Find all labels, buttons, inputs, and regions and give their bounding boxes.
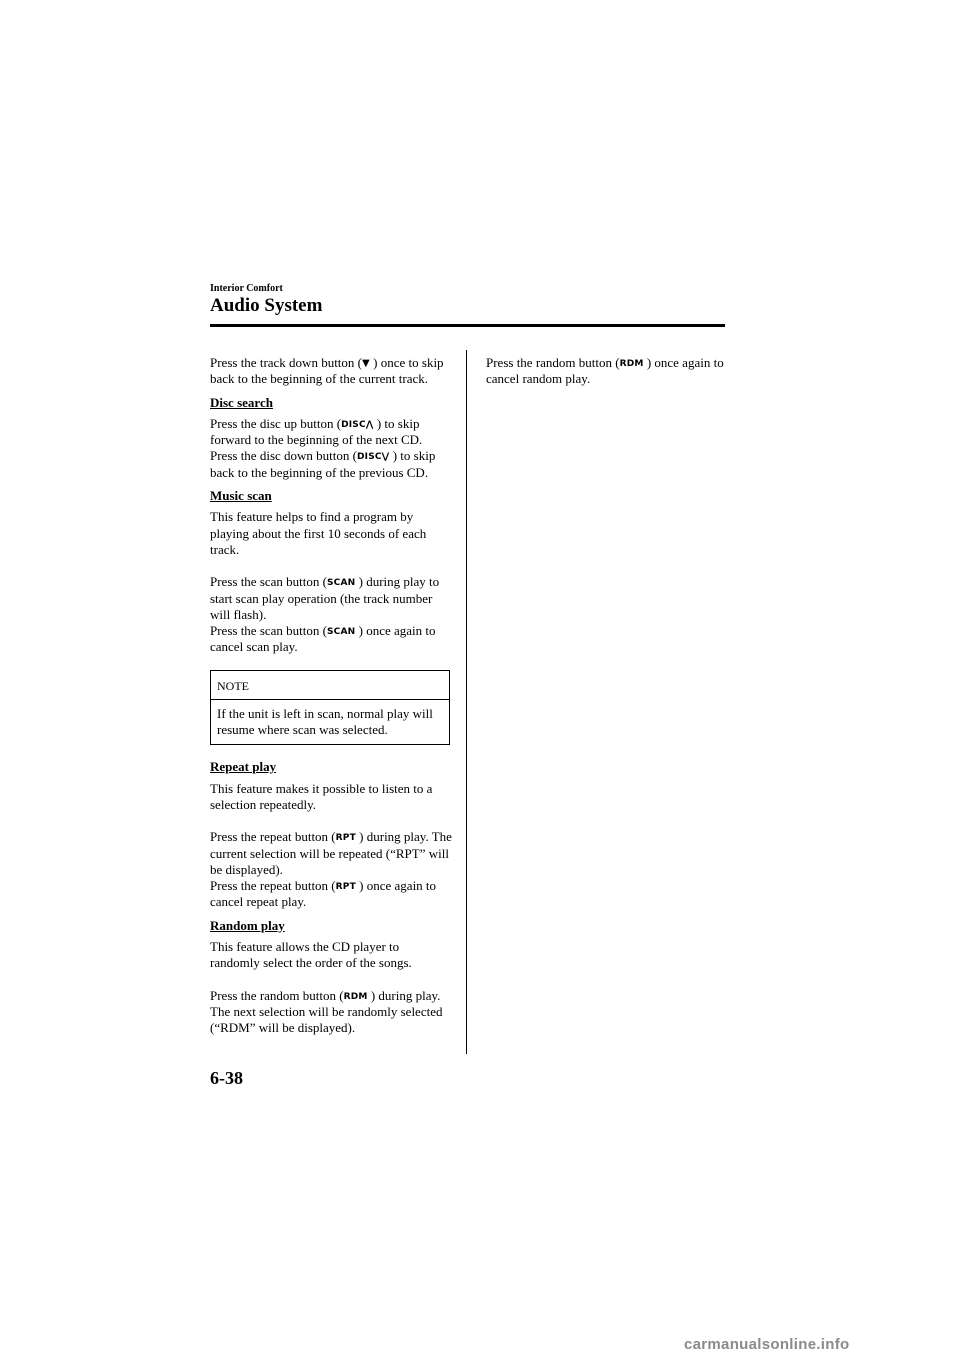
repeat-play-intro: This feature makes it possible to listen to a selection repeatedly. [210, 780, 433, 812]
scan-icon: SCAN [326, 578, 356, 589]
random-icon: RDM [619, 359, 644, 369]
disc-down-paragraph: Press the disc down button (DISC⋁ ) to skip back to the beginning of the previous CD. [210, 448, 436, 480]
left-column [210, 355, 452, 1037]
title-rule [210, 324, 725, 327]
random-icon: RDM [343, 991, 368, 1002]
note-heading: NOTE [211, 671, 449, 700]
scan-icon: SCAN [326, 627, 356, 638]
right-column [486, 355, 728, 388]
repeat-start-paragraph: Press the repeat button (RPT ) during play. The current selection will be repeated (“RPT” will be displayed). [210, 829, 452, 877]
repeat-play-heading: Repeat play [210, 759, 277, 775]
disc-up-icon: DISC⋀ [341, 419, 374, 430]
column-divider [466, 350, 467, 1054]
music-scan-intro: This feature helps to find a program by playing about the first 10 seconds of each track. [210, 509, 427, 557]
repeat-icon: RPT [335, 882, 356, 893]
music-scan-heading: Music scan [210, 488, 272, 504]
disc-up-paragraph: Press the disc up button (DISC⋀ ) to skip forward to the beginning of the next CD. [210, 415, 423, 448]
page-number: 6-38 [210, 1068, 243, 1088]
note-body: If the unit is left in scan, normal play will resume where scan was selected. [217, 705, 433, 738]
disc-search-heading: Disc search [210, 394, 273, 410]
repeat-cancel-paragraph: Press the repeat button (RPT ) once again to cancel repeat play. [210, 878, 437, 910]
page-title: Audio System [210, 295, 323, 316]
random-cancel-paragraph: Press the random button (RDM ) once again to cancel random play. [486, 355, 724, 387]
random-play-intro: This feature allows the CD player to randomly select the order of the songs. [210, 939, 412, 971]
random-play-heading: Random play [210, 917, 285, 933]
track-down-icon: ▼ [362, 358, 370, 369]
section-label: Interior Comfort [210, 283, 283, 294]
scan-start-paragraph: Press the scan button (SCAN ) during play to start scan play operation (the track number will flash). [210, 574, 440, 622]
repeat-icon: RPT [335, 833, 356, 844]
watermark: carmanualsonline.info [684, 1336, 850, 1353]
scan-cancel-paragraph: Press the scan button (SCAN ) once again to cancel scan play. [210, 623, 436, 655]
random-start-paragraph: Press the random button (RDM ) during play. The next selection will be randomly selected (“RDM” will be displayed). [210, 987, 443, 1036]
track-down-paragraph: Press the track down button (▼ ) once to skip back to the beginning of the current track. [210, 355, 444, 387]
disc-down-icon: DISC⋁ [356, 452, 390, 463]
note-box [210, 670, 450, 746]
